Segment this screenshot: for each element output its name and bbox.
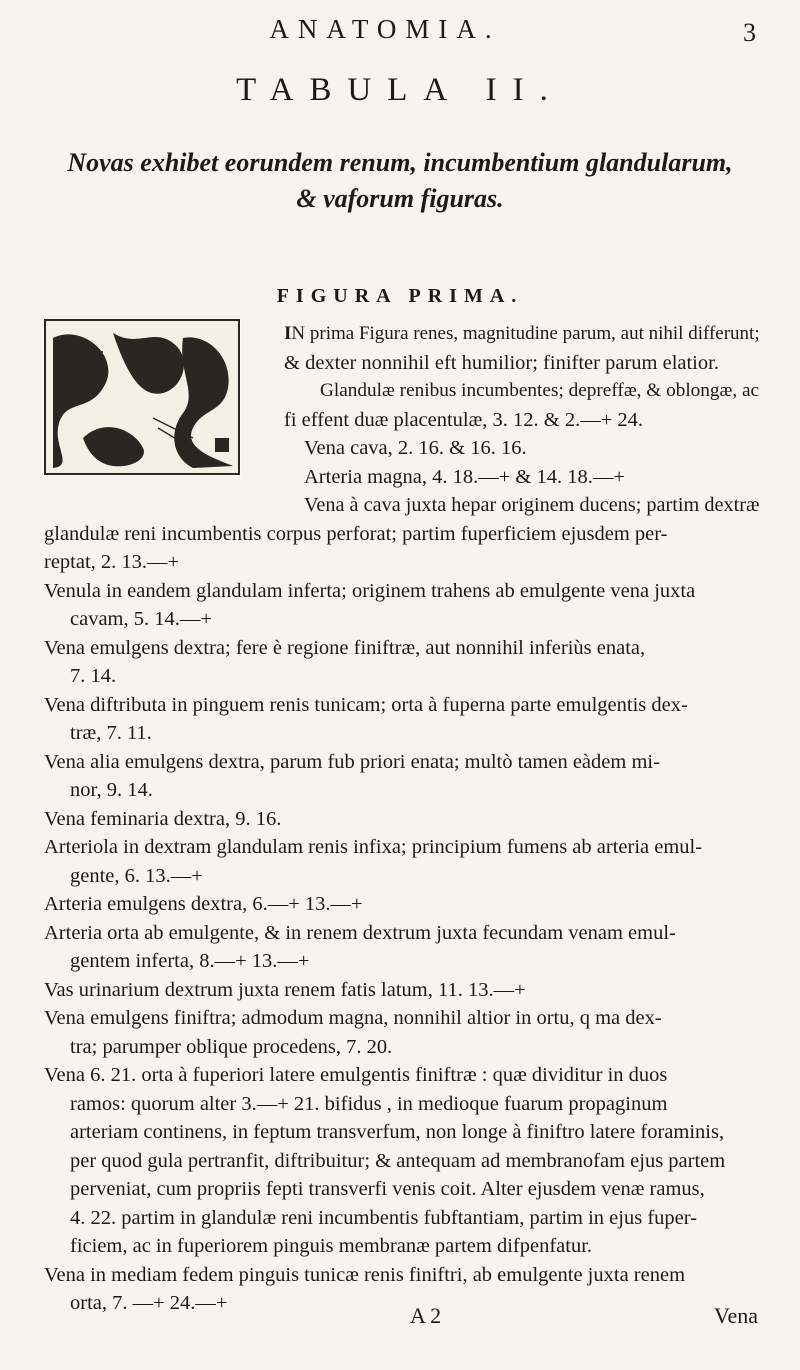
text-line: & dexter nonnihil eft humilior; finifter parum elatior.	[284, 351, 719, 374]
text-line: Arteria magna, 4. 18.—+ & 14. 18.—+	[304, 465, 625, 488]
drop-capital: I	[284, 323, 292, 344]
text-line: Vas urinarium dextrum juxta renem fatis latum, 11. 13.—+	[44, 978, 526, 1001]
subtitle-line: & vaforum figuras.	[296, 184, 504, 213]
text-line: per quod gula pertranfit, diftribuitur; & antequam ad membranofam ejus partem	[70, 1149, 726, 1172]
table-title: TABULA II.	[236, 72, 564, 108]
subtitle-line: Novas exhibet eorundem renum, incumbentium glandularum,	[67, 148, 733, 177]
text-line: Vena diftributa in pinguem renis tunicam; orta à fuperna parte emulgentis dex-	[44, 693, 688, 716]
running-title: ANATOMIA.	[269, 14, 501, 44]
text-line: perveniat, cum propriis fepti transverfi venis coit. Alter ejusdem venæ ramus,	[70, 1178, 705, 1200]
text-line: fi effent duæ placentulæ, 3. 12. & 2.—+ 24.	[284, 408, 644, 431]
text-line: Arteriola in dextram glandulam renis infixa; principium fumens ab arteria emul-	[44, 836, 703, 858]
text-line: Vena 6. 21. orta à fuperiori latere emulgentis finiftræ : quæ dividitur in duos	[44, 1064, 668, 1086]
text-line: glandulæ reni incumbentis corpus perforat; partim fuperficiem ejusdem per-	[44, 522, 668, 545]
text-line: orta, 7. —+ 24.—+	[70, 1292, 228, 1314]
text-line: Vena emulgens finiftra; admodum magna, nonnihil altior in ortu, q ma dex-	[44, 1007, 662, 1029]
subtitle	[40, 145, 760, 217]
text-line: Vena alia emulgens dextra, parum fub priori enata; multò tamen eàdem mi-	[44, 750, 660, 773]
page-number: 3	[743, 18, 756, 47]
text-line: Vena emulgens dextra; fere è regione finiftræ, aut nonnihil inferiùs enata,	[44, 636, 646, 659]
text-line: cavam, 5. 14.—+	[70, 608, 212, 630]
signature-mark: A 2	[410, 1303, 442, 1328]
text-line: gentem inferta, 8.—+ 13.—+	[70, 950, 310, 972]
text-line: Glandulæ renibus incumbentes; depreffæ, & oblongæ, ac	[320, 380, 760, 401]
text-line: Vena feminaria dextra, 9. 16.	[44, 807, 282, 830]
text-line: Arteria emulgens dextra, 6.—+ 13.—+	[44, 893, 363, 915]
catchword: Vena	[714, 1303, 758, 1328]
text-line: ficiem, ac in fuperiorem pinguis membranæ partem difpenfatur.	[70, 1235, 593, 1257]
text-line: 4. 22. partim in glandulæ reni incumbentis fubftantiam, partim in ejus fuper-	[70, 1206, 697, 1229]
text-line: Vena cava, 2. 16. & 16. 16.	[304, 437, 527, 459]
text-line: IN prima Figura renes, magnitudine parum, aut nihil differunt;	[284, 323, 760, 344]
text-line: Venula in eandem glandulam inferta; originem trahens ab emulgente vena juxta	[44, 579, 696, 602]
text-line: Arteria orta ab emulgente, & in renem dextrum juxta fecundam venam emul-	[44, 921, 676, 944]
text-line: arteriam continens, in feptum transverfum, non longe à finiftro latere foraminis,	[70, 1121, 725, 1143]
text-line: 7. 14.	[70, 665, 117, 687]
text-line: tra; parumper oblique procedens, 7. 20.	[70, 1035, 393, 1058]
text-line: nor, 9. 14.	[70, 779, 153, 801]
text-line: Vena à cava juxta hepar originem ducens; partim dextræ	[304, 494, 760, 516]
text-line: reptat, 2. 13.—+	[44, 551, 180, 573]
text-line: træ, 7. 11.	[70, 722, 152, 744]
text-line: ramos: quorum alter 3.—+ 21. bifidus , in medioque fuarum propaginum	[70, 1092, 668, 1115]
text-line: gente, 6. 13.—+	[70, 864, 203, 887]
running-head	[0, 14, 800, 54]
page-footer	[0, 1303, 800, 1333]
text-line: Vena in mediam fedem pinguis tunicæ renis finiftri, ab emulgente juxta renem	[44, 1263, 686, 1286]
figure-heading: FIGURA PRIMA.	[276, 285, 524, 307]
body-text	[44, 320, 760, 1318]
